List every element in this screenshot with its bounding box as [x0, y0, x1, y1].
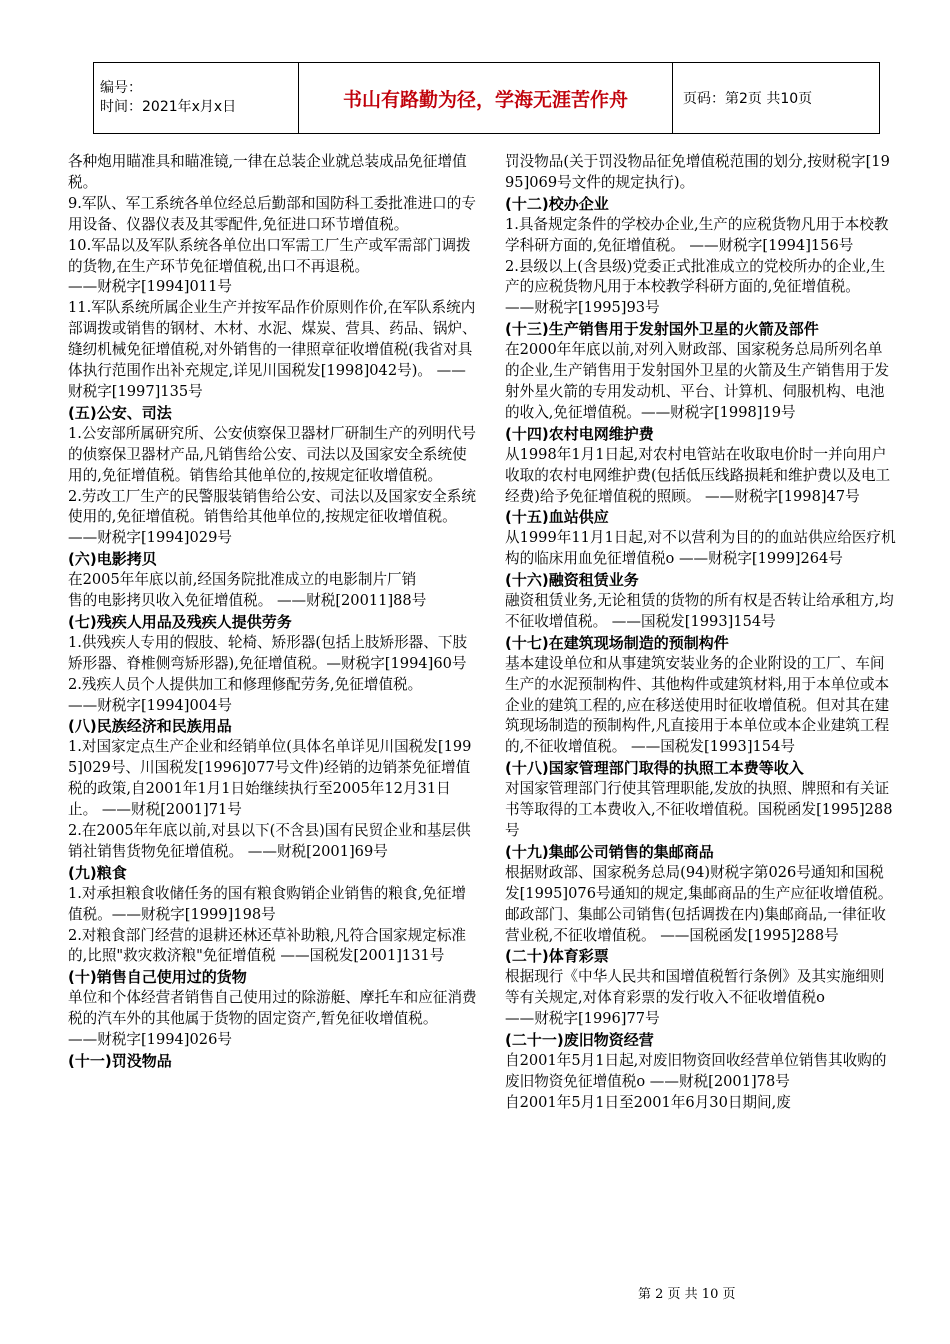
paragraph: 融资租赁业务,无论租赁的货物的所有权是否转让给承租方,均不征收增值税。 ——国税发[1993]154号	[505, 592, 894, 630]
paragraph: ——财税字[1994]026号	[68, 1031, 232, 1049]
paragraph: ——财税字[1996]77号	[505, 1010, 660, 1028]
section-heading: (五)公安、司法	[68, 403, 172, 422]
section-heading: (六)电影拷贝	[68, 550, 157, 569]
section-heading: (十一)罚没物品	[68, 1051, 172, 1070]
paragraph: 1.具备规定条件的学校办企业,生产的应税货物凡用于本校教学科研方面的,免征增值税。 ——财税字[1994]156号	[505, 215, 889, 254]
section-heading: (九)粮食	[68, 863, 127, 882]
paragraph: 1.对承担粮食收储任务的国有粮食购销企业销售的粮食,免征增值税。——财税字[1999]198号	[68, 884, 467, 923]
section-heading: (十四)农村电网维护费	[505, 424, 654, 443]
page-label: 页码：第2页 共10页	[673, 63, 880, 134]
section-heading: (八)民族经济和民族用品	[68, 717, 232, 736]
left-column	[68, 152, 478, 1072]
paragraph: ——财税字[1994]011号	[68, 278, 232, 296]
paragraph: 1.对国家定点生产企业和经销单位(具体名单详见川国税发[1995]029号、川国税发[1996]077号文件)经销的边销茶免征增值税的政策,自2001年1月1日始继续执行至2005年12月31日止。 ——财税[2001]71号	[68, 738, 472, 819]
paragraph: 罚没物品(关于罚没物品征免增值税范围的划分,按财税字[1995]069号文件的规定执行)。	[505, 153, 890, 191]
motto: 书山有路勤为径，学海无涯苦作舟	[299, 63, 673, 134]
section-heading: (十二)校办企业	[505, 194, 609, 213]
page-footer: 第 2 页 共 10 页	[638, 1287, 736, 1302]
section-heading: (十九)集邮公司销售的集邮商品	[505, 842, 714, 861]
paragraph: 9.军队、军工系统各单位经总后勤部和国防科工委批准进口的专用设备、仪器仪表及其零配件,免征进口环节增值税。	[68, 194, 476, 233]
paragraph: 1.公安部所属研究所、公安侦察保卫器材厂研制生产的列明代号的侦察保卫器材产品,凡销售给公安、司法以及国家安全系统使用的,免征增值税。销售给其他单位的,按规定征收增值税。	[68, 424, 476, 484]
paragraph: 从1999年11月1日起,对不以营利为目的的血站供应给医疗机构的临床用血免征增值税o ——财税字[1999]264号	[505, 529, 896, 568]
paragraph: 在2000年年底以前,对列入财政部、国家税务总局所列名单的企业,生产销售用于发射国外卫星的火箭及生产销售用于发射外星火箭的专用发动机、平台、计算机、伺服机构、电池的收入,免征增值税。——财税字[1998]19号	[505, 341, 890, 421]
paragraph: 11.军队系统所属企业生产并按军品作价原则作价,在军队系统内部调拨或销售的钢材、木材、水泥、煤炭、营具、药品、锅炉、缝纫机械免征增值税,对外销售的一律照章征收增值税(我省对具体执行范围作出补充规定,详见川国税发[1998]042号)。 ——财税字[1997]135号	[68, 299, 477, 400]
number-label: 编号：	[100, 80, 142, 96]
paragraph: ——财税字[1994]004号	[68, 696, 232, 714]
section-heading: (十六)融资租赁业务	[505, 571, 639, 590]
paragraph: 各种炮用瞄准具和瞄准镜,一律在总装企业就总装成品免征增值税。	[68, 153, 467, 191]
paragraph: 根据财政部、国家税务总局(94)财税字第026号通知和国税发[1995]076号通知的规定,集邮商品的生产应征收增值税。邮政部门、集邮公司销售(包括调拨在内)集邮商品,一律征收营业税,不征收增值税。 ——国税函发[1995]288号	[505, 863, 893, 944]
section-heading: (十)销售自己使用过的货物	[68, 968, 247, 987]
paragraph: 自2001年5月1日起,对废旧物资回收经营单位销售其收购的废旧物资免征增值税o ——财税[2001]78号	[505, 1051, 887, 1090]
paragraph: 基本建设单位和从事建筑安装业务的企业附设的工厂、车间生产的水泥预制构件、其他构件或建筑材料,用于本单位或本企业的建筑工程的,应在移送使用时征收增值税。但对其在建筑现场制造的预制构件,凡直接用于本单位或本企业建筑工程的,不征收增值税。 ——国税发[1993]154号	[505, 654, 890, 756]
section-heading: (十五)血站供应	[505, 508, 609, 527]
time-label: 时间：2021年x月x日	[100, 99, 237, 115]
section-heading: (十三)生产销售用于发射国外卫星的火箭及部件	[505, 320, 819, 339]
paragraph: 2.残疾人员个人提供加工和修理修配劳务,免征增值税。	[68, 675, 423, 693]
paragraph: 从1998年1月1日起,对农村电管站在收取电价时一并向用户收取的农村电网维护费(包括低压线路损耗和维护费以及电工经费)给予免征增值税的照顾。 ——财税字[1998]47号	[505, 445, 891, 505]
paragraph: 对国家管理部门行使其管理职能,发放的执照、牌照和有关证书等取得的工本费收入,不征收增值税。国税函发[1995]288号	[505, 780, 893, 839]
paragraph: 2.县级以上(含县级)党委正式批准成立的党校所办的企业,生产的应税货物凡用于本校教学科研方面的,免征增值税。	[505, 257, 886, 296]
right-column	[505, 152, 897, 1114]
section-heading: (十七)在建筑现场制造的预制构件	[505, 633, 729, 652]
paragraph: 2.对粮食部门经营的退耕还林还草补助粮,凡符合国家规定标准的,比照"救灾救济粮"免征增值税 ——国税发[2001]131号	[68, 926, 467, 965]
header-meta	[94, 63, 299, 134]
section-heading: (十八)国家管理部门取得的执照工本费等收入	[505, 759, 804, 778]
paragraph: ——财税字[1995]93号	[505, 299, 660, 317]
page-header	[93, 62, 880, 134]
section-heading: (七)残疾人用品及残疾人提供劳务	[68, 612, 292, 631]
paragraph: 单位和个体经营者销售自己使用过的除游艇、摩托车和应征消费税的汽车外的其他属于货物的固定资产,暂免征收增值税。	[68, 989, 477, 1028]
paragraph: 自2001年5月1日至2001年6月30日期间,废	[505, 1093, 791, 1111]
paragraph: 1.供残疾人专用的假肢、轮椅、矫形器(包括上肢矫形器、下肢矫形器、脊椎侧弯矫形器),免征增值税。—财税字[1994]60号	[68, 633, 468, 672]
paragraph: 2.劳改工厂生产的民警服装销售给公安、司法以及国家安全系统使用的,免征增值税。销售给其他单位的,按规定征收增值税。——财税字[1994]029号	[68, 487, 476, 547]
paragraph: 在2005年年底以前,经国务院批准成立的电影制片厂销	[68, 571, 417, 589]
section-heading: (二十)体育彩票	[505, 947, 609, 966]
paragraph: 10.军品以及军队系统各单位出口军需工厂生产或军需部门调拨的货物,在生产环节免征增值税,出口不再退税。	[68, 236, 471, 275]
paragraph: 2.在2005年年底以前,对县以下(不含县)国有民贸企业和基层供销社销售货物免征增值税。 ——财税[2001]69号	[68, 822, 471, 860]
paragraph: 售的电影拷贝收入免征增值税。 ——财税[20011]88号	[68, 592, 427, 610]
section-heading: (二十一)废旧物资经营	[505, 1031, 654, 1050]
paragraph: 根据现行《中华人民共和国增值税暂行条例》及其实施细则等有关规定,对体育彩票的发行收入不征收增值税o	[505, 968, 885, 1007]
